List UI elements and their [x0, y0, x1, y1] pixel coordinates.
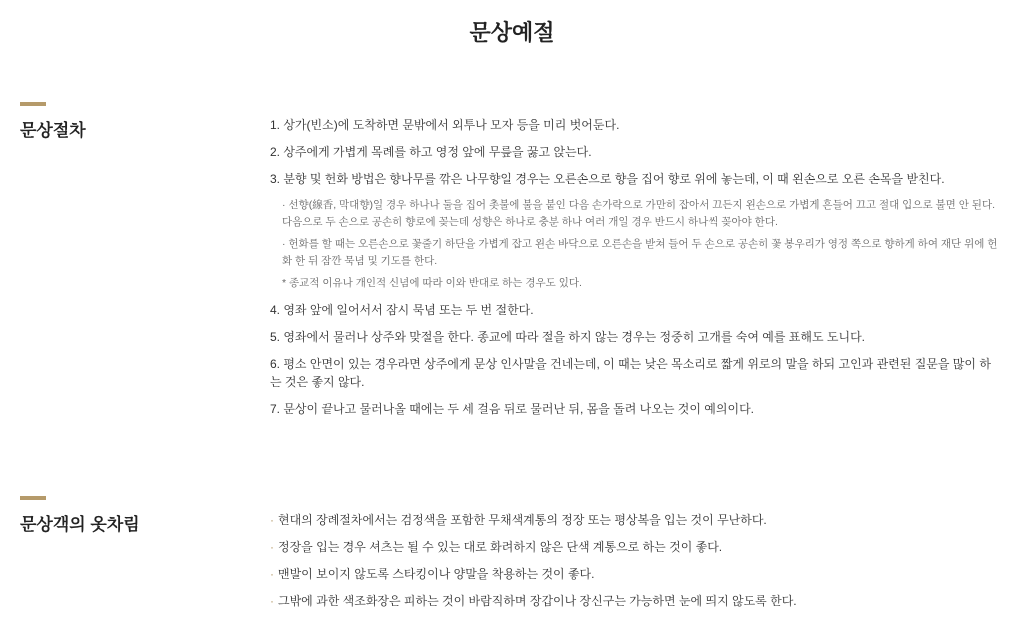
procedure-item: 4. 영좌 앞에 일어서서 잠시 묵념 또는 두 번 절한다. — [270, 303, 534, 317]
procedure-item: 5. 영좌에서 물러나 상주와 맞절을 한다. 종교에 따라 절을 하지 않는 경우는 정중히 고개를 숙여 예를 표해도 도니다. — [270, 330, 865, 344]
attire-item-text: 그밖에 과한 색조화장은 피하는 것이 바람직하며 장갑이나 장신구는 가능하면 눈에 띄지 않도록 한다. — [278, 594, 797, 608]
bullet-icon: · — [270, 513, 274, 527]
page-title: 문상예절 — [469, 20, 555, 45]
procedure-item: 3. 분향 및 헌화 방법은 향나무를 깎은 나무향일 경우는 오른손으로 향을 집어 향로 위에 놓는데, 이 때 왼손으로 오른 손목을 받친다. — [270, 172, 945, 186]
attire-item-text: 맨발이 보이지 않도록 스타킹이나 양말을 착용하는 것이 좋다. — [278, 567, 595, 581]
bullet-icon: · — [270, 540, 274, 554]
attire-list — [270, 511, 1000, 619]
section-accent-bar — [20, 102, 46, 106]
procedure-note: · 헌화를 할 때는 오른손으로 꽃줄기 하단을 가볍게 잡고 왼손 바닥으로 오른손을 받쳐 들어 두 손으로 공손히 꽃 봉우리가 영정 쪽으로 향하게 하여 재단 위에 헌화 한 뒤 잠깐 묵념 및 기도를 한다. — [282, 238, 998, 267]
attire-item — [270, 592, 1000, 610]
procedure-item: 2. 상주에게 가볍게 목례를 하고 영정 앞에 무릎을 꿇고 앉는다. — [270, 145, 592, 159]
bullet-icon: · — [270, 594, 274, 608]
procedure-item: 6. 평소 안면이 있는 경우라면 상주에게 문상 인사말을 건네는데, 이 때는 낮은 목소리로 짧게 위로의 말을 하되 고인과 관련된 질문을 많이 하는 것은 좋지 않다. — [270, 357, 991, 389]
attire-item — [270, 511, 1000, 529]
attire-item-text: 정장을 입는 경우 셔츠는 될 수 있는 대로 화려하지 않은 단색 계통으로 하는 것이 좋다. — [278, 540, 723, 554]
attire-item-text: 현대의 장례절차에서는 검정색을 포함한 무채색계통의 정장 또는 평상복을 입는 것이 무난하다. — [278, 513, 767, 527]
section-heading: 문상객의 옷차림 — [20, 515, 140, 534]
section-heading: 문상절차 — [20, 121, 86, 140]
procedure-footnote: * 종교적 이유나 개인적 신념에 따라 이와 반대로 하는 경우도 있다. — [282, 277, 582, 289]
bullet-icon: · — [270, 567, 274, 581]
section-accent-bar — [20, 496, 46, 500]
procedure-item: 1. 상가(빈소)에 도착하면 문밖에서 외투나 모자 등을 미리 벗어둔다. — [270, 118, 620, 132]
procedure-item: 7. 문상이 끝나고 물러나올 때에는 두 세 걸음 뒤로 물러난 뒤, 몸을 돌려 나오는 것이 예의이다. — [270, 402, 755, 416]
procedure-note: · 선향(線香, 막대향)일 경우 하나나 둘을 집어 촛불에 불을 붙인 다음 손가락으로 가만히 잡아서 끄든지 왼손으로 가볍게 흔들어 끄고 절대 입으로 불면 안 된다. 다음으로 두 손으로 공손히 향로에 꽂는데 성향은 하나로 충분 하나 여러 개일 경우 반드시 하나씩 꽂아야 한다. — [282, 199, 995, 228]
attire-item — [270, 565, 1000, 583]
attire-item — [270, 538, 1000, 556]
procedure-list — [270, 116, 1000, 427]
